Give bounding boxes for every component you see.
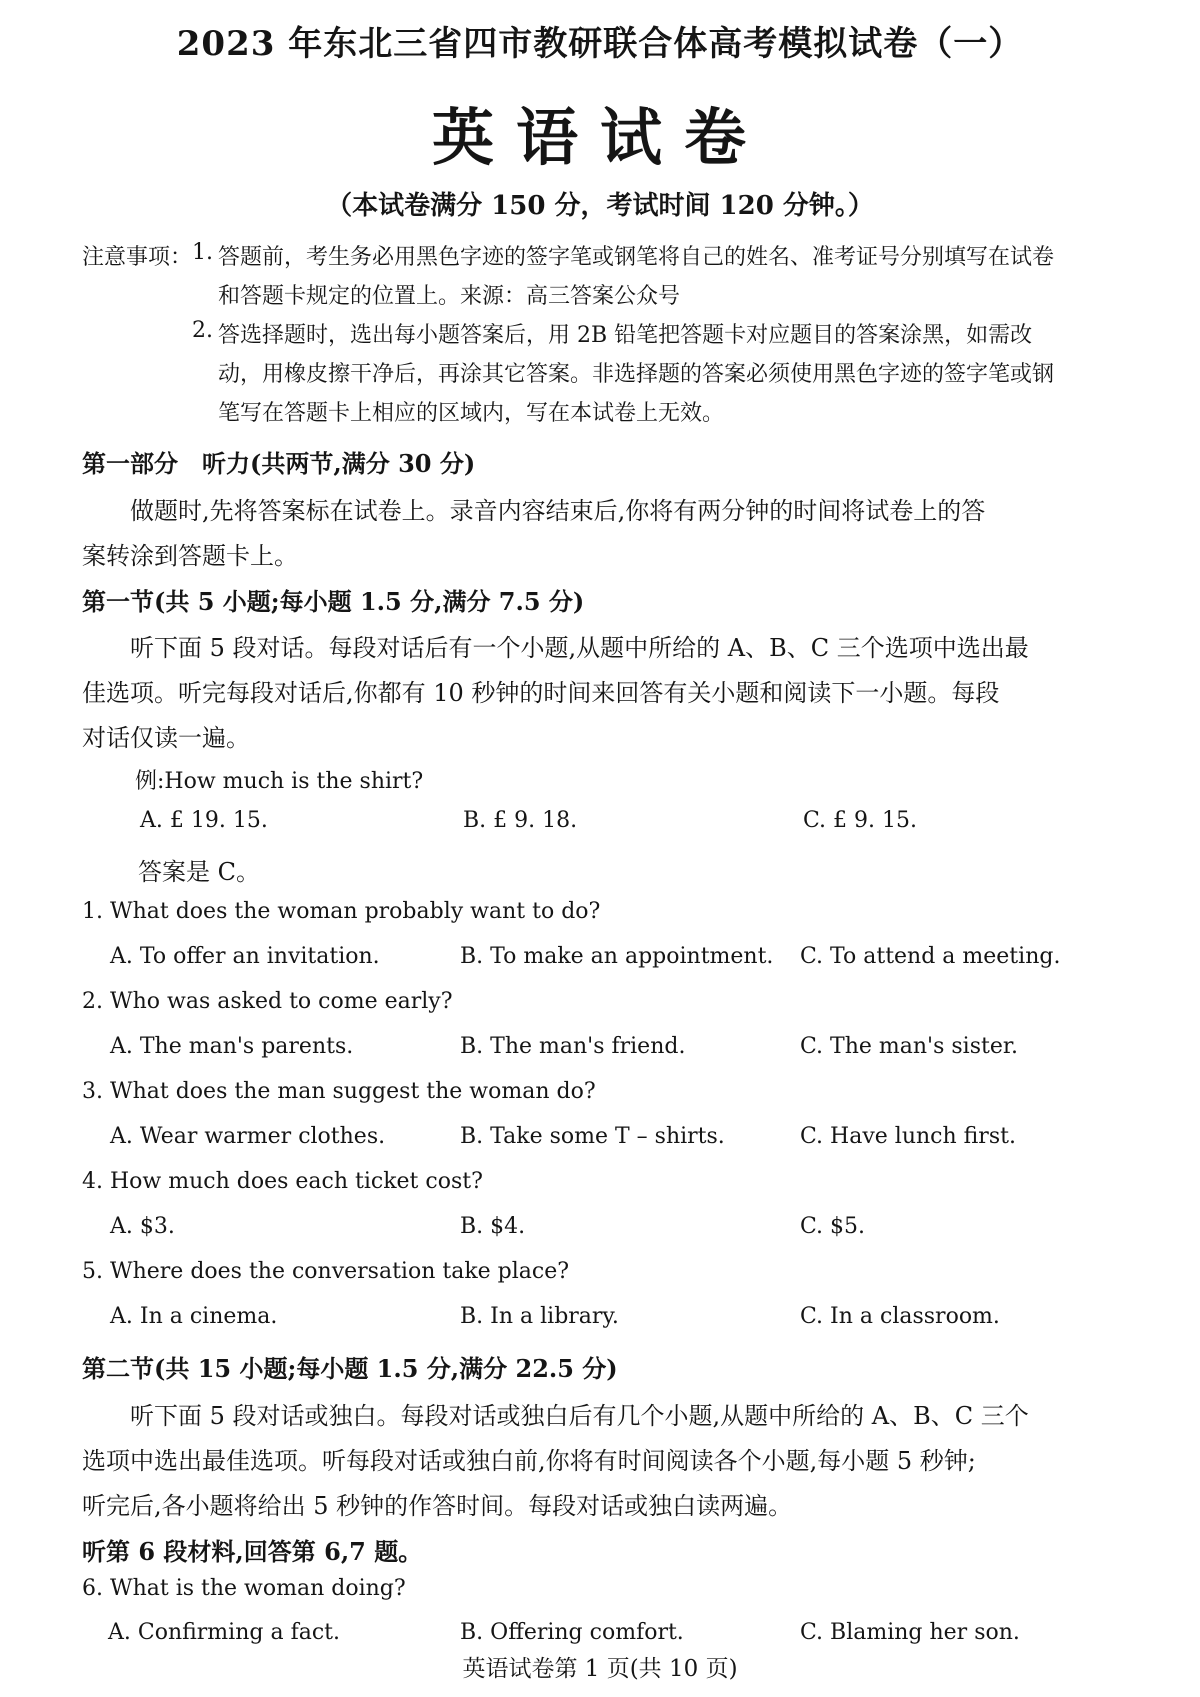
question-4-option-a[interactable]: A. $3. xyxy=(110,1214,175,1239)
notice-item2-number: 2. xyxy=(192,318,213,343)
question-4-option-b[interactable]: B. $4. xyxy=(460,1214,526,1239)
question-5-option-b[interactable]: B. In a library. xyxy=(460,1304,619,1329)
question-1: 1. What does the woman probably want to do? xyxy=(82,899,601,924)
question-5-option-a[interactable]: A. In a cinema. xyxy=(110,1304,278,1329)
question-6: 6. What is the woman doing? xyxy=(82,1576,406,1601)
question-3-option-b[interactable]: B. Take some T – shirts. xyxy=(460,1124,725,1149)
question-3-option-c[interactable]: C. Have lunch first. xyxy=(800,1124,1016,1149)
question-5: 5. Where does the conversation take place? xyxy=(82,1259,570,1284)
section2-heading: 第二节(共 15 小题;每小题 1.5 分,满分 22.5 分) xyxy=(82,1354,618,1383)
part1-heading: 第一部分 听力(共两节,满分 30 分) xyxy=(82,449,476,478)
notice-item2-line2: 动，用橡皮擦干净后，再涂其它答案。非选择题的答案必须使用黑色字迹的签字笔或钢 xyxy=(218,362,1055,387)
question-4: 4. How much does each ticket cost? xyxy=(82,1169,483,1194)
notice-item2-line1: 答选择题时，选出每小题答案后，用 2B 铅笔把答题卡对应题目的答案涂黑，如需改 xyxy=(218,323,1033,348)
question-2: 2. Who was asked to come early? xyxy=(82,989,453,1014)
question-3-option-a[interactable]: A. Wear warmer clothes. xyxy=(110,1124,386,1149)
notice-item1-number: 1. xyxy=(192,240,213,265)
question-2-option-c[interactable]: C. The man's sister. xyxy=(800,1034,1018,1059)
notice-label: 注意事项： xyxy=(82,245,193,270)
page-footer: 英语试卷第 1 页(共 10 页) xyxy=(462,1656,738,1682)
section1-intro-line3: 对话仅读一遍。 xyxy=(82,724,250,752)
notice-item1-line1: 答题前，考生务必用黑色字迹的签字笔或钢笔将自己的姓名、准考证号分别填写在试卷 xyxy=(218,245,1055,270)
question-4-option-c[interactable]: C. $5. xyxy=(800,1214,866,1239)
notice-item2-line3: 笔写在答题卡上相应的区域内，写在本试卷上无效。 xyxy=(218,401,725,426)
question-2-option-b[interactable]: B. The man's friend. xyxy=(460,1034,686,1059)
part1-intro-line1: 做题时,先将答案标在试卷上。录音内容结束后,你将有两分钟的时间将试卷上的答 xyxy=(130,497,986,525)
example-option-a: A. £ 19. 15. xyxy=(140,808,268,833)
question-6-option-c[interactable]: C. Blaming her son. xyxy=(800,1620,1020,1645)
example-question: 例:How much is the shirt? xyxy=(135,769,424,794)
section1-intro-line1: 听下面 5 段对话。每段对话后有一个小题,从题中所给的 A、B、C 三个选项中选出最 xyxy=(130,634,1029,662)
example-option-b: B. £ 9. 18. xyxy=(463,808,578,833)
question-2-option-a[interactable]: A. The man's parents. xyxy=(110,1034,354,1059)
question-1-option-b[interactable]: B. To make an appointment. xyxy=(460,944,774,969)
part1-intro-line2: 案转涂到答题卡上。 xyxy=(82,542,298,570)
subject-title: 英语试卷 xyxy=(431,101,768,174)
section1-heading: 第一节(共 5 小题;每小题 1.5 分,满分 7.5 分) xyxy=(82,587,585,616)
section1-intro-line2: 佳选项。听完每段对话后,你都有 10 秒钟的时间来回答有关小题和阅读下一小题。每段 xyxy=(82,679,1000,707)
material-6-instruction: 听第 6 段材料,回答第 6,7 题。 xyxy=(82,1537,423,1566)
question-3: 3. What does the man suggest the woman do? xyxy=(82,1079,596,1104)
section2-intro-line3: 听完后,各小题将给出 5 秒钟的作答时间。每段对话或独白读两遍。 xyxy=(82,1492,793,1520)
question-1-option-c[interactable]: C. To attend a meeting. xyxy=(800,944,1061,969)
example-option-c: C. £ 9. 15. xyxy=(803,808,917,833)
section2-intro-line1: 听下面 5 段对话或独白。每段对话或独白后有几个小题,从题中所给的 A、B、C 三个 xyxy=(130,1402,1029,1430)
question-6-option-b[interactable]: B. Offering comfort. xyxy=(460,1620,684,1645)
question-6-option-a[interactable]: A. Confirming a fact. xyxy=(108,1620,340,1645)
example-answer: 答案是 C。 xyxy=(138,858,260,886)
notice-item1-line2: 和答题卡规定的位置上。来源：高三答案公众号 xyxy=(218,284,681,309)
question-5-option-c[interactable]: C. In a classroom. xyxy=(800,1304,1000,1329)
score-note: （本试卷满分 150 分，考试时间 120 分钟。） xyxy=(326,191,874,221)
question-1-option-a[interactable]: A. To offer an invitation. xyxy=(110,944,380,969)
exam-title: 2023 年东北三省四市教研联合体高考模拟试卷（一） xyxy=(176,24,1024,64)
section2-intro-line2: 选项中选出最佳选项。听每段对话或独白前,你将有时间阅读各个小题,每小题 5 秒钟; xyxy=(82,1447,976,1475)
